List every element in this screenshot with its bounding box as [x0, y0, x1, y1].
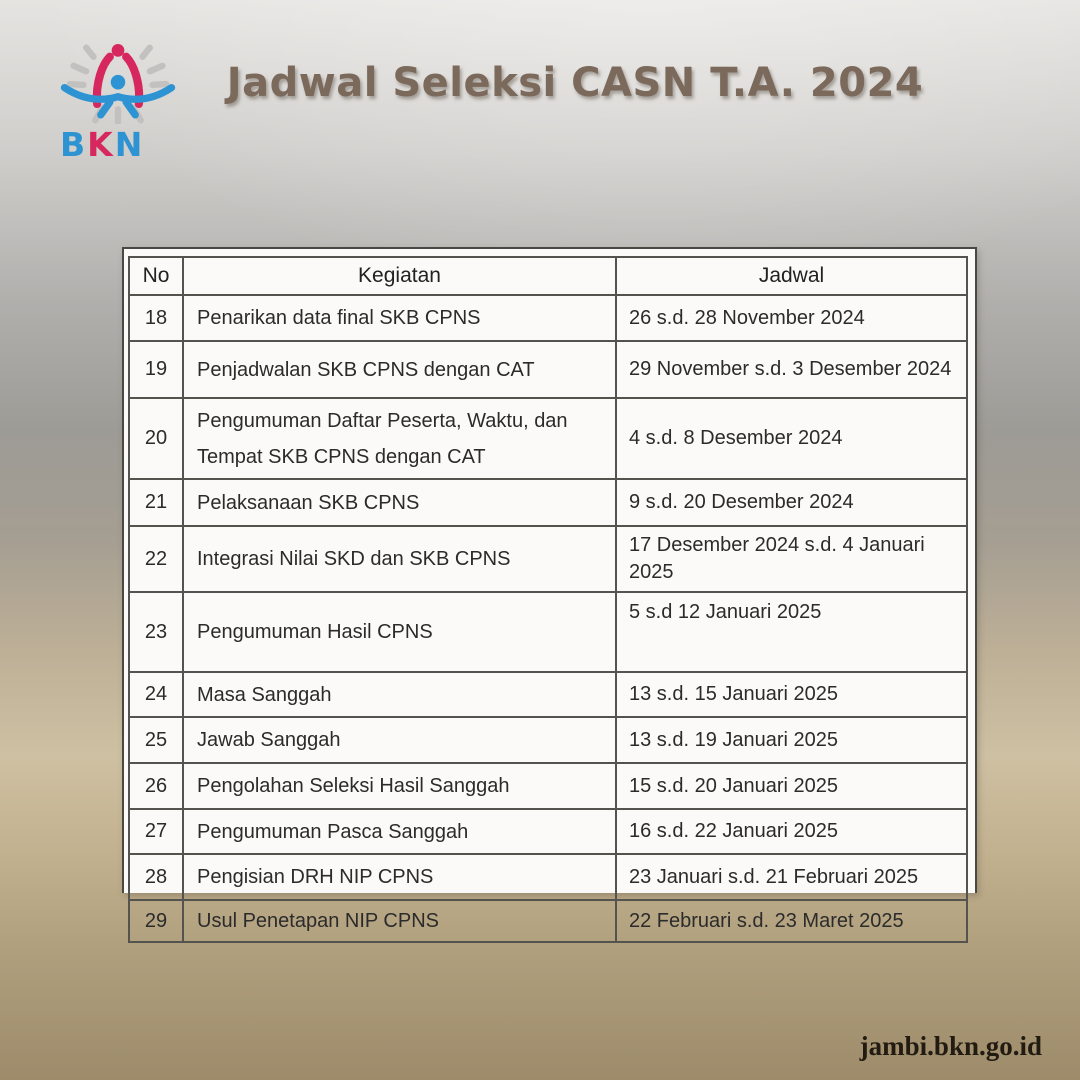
- cell-kegiatan: Pengisian DRH NIP CPNS: [183, 854, 616, 900]
- cell-no: 26: [129, 763, 183, 809]
- cell-jadwal: 9 s.d. 20 Desember 2024: [616, 479, 967, 526]
- cell-kegiatan: Pelaksanaan SKB CPNS: [183, 479, 616, 526]
- table-row: [129, 854, 967, 900]
- table-row: [129, 526, 967, 592]
- table-row: [129, 763, 967, 809]
- cell-no: 18: [129, 295, 183, 341]
- cell-jadwal: 22 Februari s.d. 23 Maret 2025: [616, 900, 967, 942]
- cell-jadwal: 23 Januari s.d. 21 Februari 2025: [616, 854, 967, 900]
- cell-kegiatan: Penjadwalan SKB CPNS dengan CAT: [183, 341, 616, 398]
- logo-letter: K: [87, 125, 115, 164]
- table-row: [129, 717, 967, 763]
- table-row: [129, 592, 967, 672]
- schedule-table-body: [129, 295, 967, 942]
- table-header-row: [129, 257, 967, 295]
- cell-jadwal: 26 s.d. 28 November 2024: [616, 295, 967, 341]
- cell-jadwal: 29 November s.d. 3 Desember 2024: [616, 341, 967, 398]
- cell-no: 20: [129, 398, 183, 479]
- cell-kegiatan: Integrasi Nilai SKD dan SKB CPNS: [183, 526, 616, 592]
- cell-no: 22: [129, 526, 183, 592]
- header-jadwal: Jadwal: [616, 257, 967, 295]
- table-row: [129, 341, 967, 398]
- header-no: No: [129, 257, 183, 295]
- cell-no: 21: [129, 479, 183, 526]
- footer-url: jambi.bkn.go.id: [859, 1031, 1042, 1061]
- table-row: [129, 479, 967, 526]
- cell-kegiatan: Penarikan data final SKB CPNS: [183, 295, 616, 341]
- table-row: [129, 900, 967, 942]
- page-title: Jadwal Seleksi CASN T.A. 2024: [226, 60, 924, 106]
- cell-kegiatan: Usul Penetapan NIP CPNS: [183, 900, 616, 942]
- bkn-logo-text: [52, 125, 184, 164]
- table-row: [129, 672, 967, 717]
- cell-jadwal: 17 Desember 2024 s.d. 4 Januari 2025: [616, 526, 967, 592]
- cell-jadwal: 16 s.d. 22 Januari 2025: [616, 809, 967, 854]
- cell-no: 27: [129, 809, 183, 854]
- cell-kegiatan: Pengumuman Pasca Sanggah: [183, 809, 616, 854]
- cell-kegiatan: Masa Sanggah: [183, 672, 616, 717]
- cell-kegiatan: Pengumuman Hasil CPNS: [183, 592, 616, 672]
- schedule-table-card: [122, 247, 977, 932]
- cell-kegiatan: Pengolahan Seleksi Hasil Sanggah: [183, 763, 616, 809]
- header-kegiatan: Kegiatan: [183, 257, 616, 295]
- logo-letter: N: [114, 125, 145, 164]
- logo-letter: B: [60, 125, 88, 164]
- cell-jadwal: 15 s.d. 20 Januari 2025: [616, 763, 967, 809]
- cell-jadwal: 4 s.d. 8 Desember 2024: [616, 398, 967, 479]
- cell-jadwal: 13 s.d. 15 Januari 2025: [616, 672, 967, 717]
- cell-no: 25: [129, 717, 183, 763]
- table-row: [129, 809, 967, 854]
- cell-jadwal: 13 s.d. 19 Januari 2025: [616, 717, 967, 763]
- cell-jadwal: 5 s.d 12 Januari 2025: [616, 592, 967, 672]
- table-row: [129, 398, 967, 479]
- cell-no: 24: [129, 672, 183, 717]
- table-row: [129, 295, 967, 341]
- cell-kegiatan: Jawab Sanggah: [183, 717, 616, 763]
- cell-kegiatan: Pengumuman Daftar Peserta, Waktu, dan Tempat SKB CPNS dengan CAT: [183, 398, 616, 479]
- cell-no: 28: [129, 854, 183, 900]
- schedule-table: [128, 256, 968, 943]
- cell-no: 23: [129, 592, 183, 672]
- cell-no: 29: [129, 900, 183, 942]
- cell-no: 19: [129, 341, 183, 398]
